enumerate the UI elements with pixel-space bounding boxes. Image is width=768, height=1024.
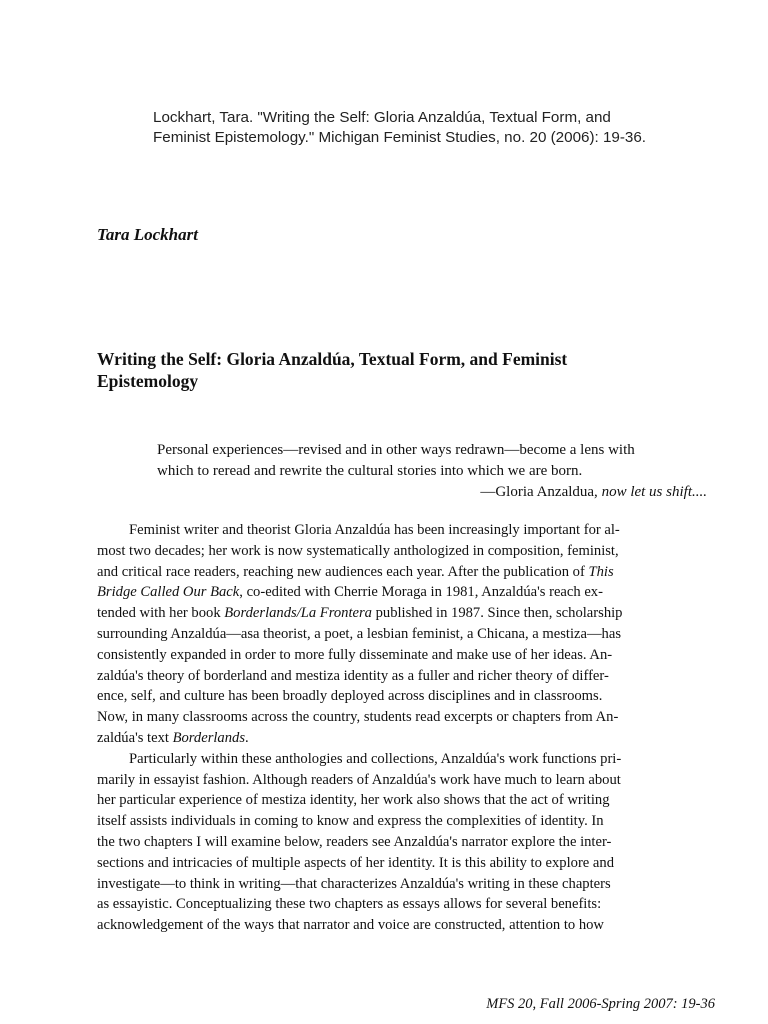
author-name: Tara Lockhart [97,225,198,244]
body-span: zaldúa's text [97,729,173,746]
body-line: sections and intricacies of multiple aspects of her identity. It is this ability to explore and [97,854,615,871]
body-span: . [245,729,249,746]
body-line: marily in essayist fashion. Although readers of Anzaldúa's work have much to learn about [97,771,621,788]
citation-block [153,108,713,148]
body-span: , co-edited with Cherrie Moraga in 1981, Anzaldúa's reach ex- [239,584,603,601]
body-line: consistently expanded in order to more fully disseminate and make use of her ideas. An- [97,646,613,663]
body-line: as essayistic. Conceptualizing these two chapters as essays allows for several benefits: [97,896,602,913]
body-line: Now, in many classrooms across the country, students read excerpts or chapters from An- [97,709,619,726]
body-line [97,582,713,603]
body-line: most two decades; her work is now systematically anthologized in composition, feminist, [97,542,619,559]
body-text [97,520,713,936]
title-line: Writing the Self: Gloria Anzaldúa, Textual Form, and Feminist [97,349,568,369]
body-line: her particular experience of mestiza identity, her work also shows that the act of writing [97,792,610,809]
book-title: Bridge Called Our Back [97,584,240,601]
body-span: tended with her book [97,605,225,622]
journal-footer: MFS 20, Fall 2006-Spring 2007: 19-36 [486,996,715,1012]
paragraph-2 [97,749,713,936]
attribution-author: —Gloria Anzaldua, [480,484,602,500]
body-line: the two chapters I will examine below, readers see Anzaldúa's narrator explore the inter- [97,833,612,850]
body-line: ence, self, and culture has been broadly deployed across disciplines and in classrooms. [97,688,603,705]
body-line [97,728,713,749]
article-title [97,348,657,392]
body-line: acknowledgement of the ways that narrator and voice are constructed, attention to how [97,917,604,934]
book-title: This [588,563,614,580]
body-line [97,562,713,583]
epigraph-line: Personal experiences—revised and in other ways redrawn—become a lens with [157,442,635,458]
body-line: zaldúa's theory of borderland and mestiza identity as a fuller and richer theory of differ- [97,667,609,684]
paragraph-1 [97,520,713,749]
citation-line: Lockhart, Tara. "Writing the Self: Gloria Anzaldúa, Textual Form, and [153,109,611,126]
attribution-work: now let us shift.... [601,484,707,500]
body-line: surrounding Anzaldúa—asa theorist, a poet, a lesbian feminist, a Chicana, a mestiza—has [97,625,622,642]
body-span: and critical race readers, reaching new audiences each year. After the publication of [97,563,589,580]
title-line: Epistemology [97,371,199,391]
epigraph-line: which to reread and rewrite the cultural stories into which we are born. [157,463,583,479]
body-line: Feminist writer and theorist Gloria Anzaldúa has been increasingly important for al- [129,522,620,538]
book-title: Borderlands [172,729,246,746]
body-line: investigate—to think in writing—that characterizes Anzaldúa's writing in these chapters [97,875,611,892]
epigraph-attribution [157,482,713,503]
body-line: Particularly within these anthologies and collections, Anzaldúa's work functions pri- [129,750,622,767]
body-span: published in 1987. Since then, scholarship [371,605,623,622]
body-line [97,603,713,624]
epigraph [157,440,713,503]
citation-line: Feminist Epistemology." Michigan Feminist Studies, no. 20 (2006): 19-36. [153,129,647,146]
body-line: itself assists individuals in coming to know and express the complexities of identity. In [97,813,604,830]
book-title: Borderlands/La Frontera [224,605,372,622]
